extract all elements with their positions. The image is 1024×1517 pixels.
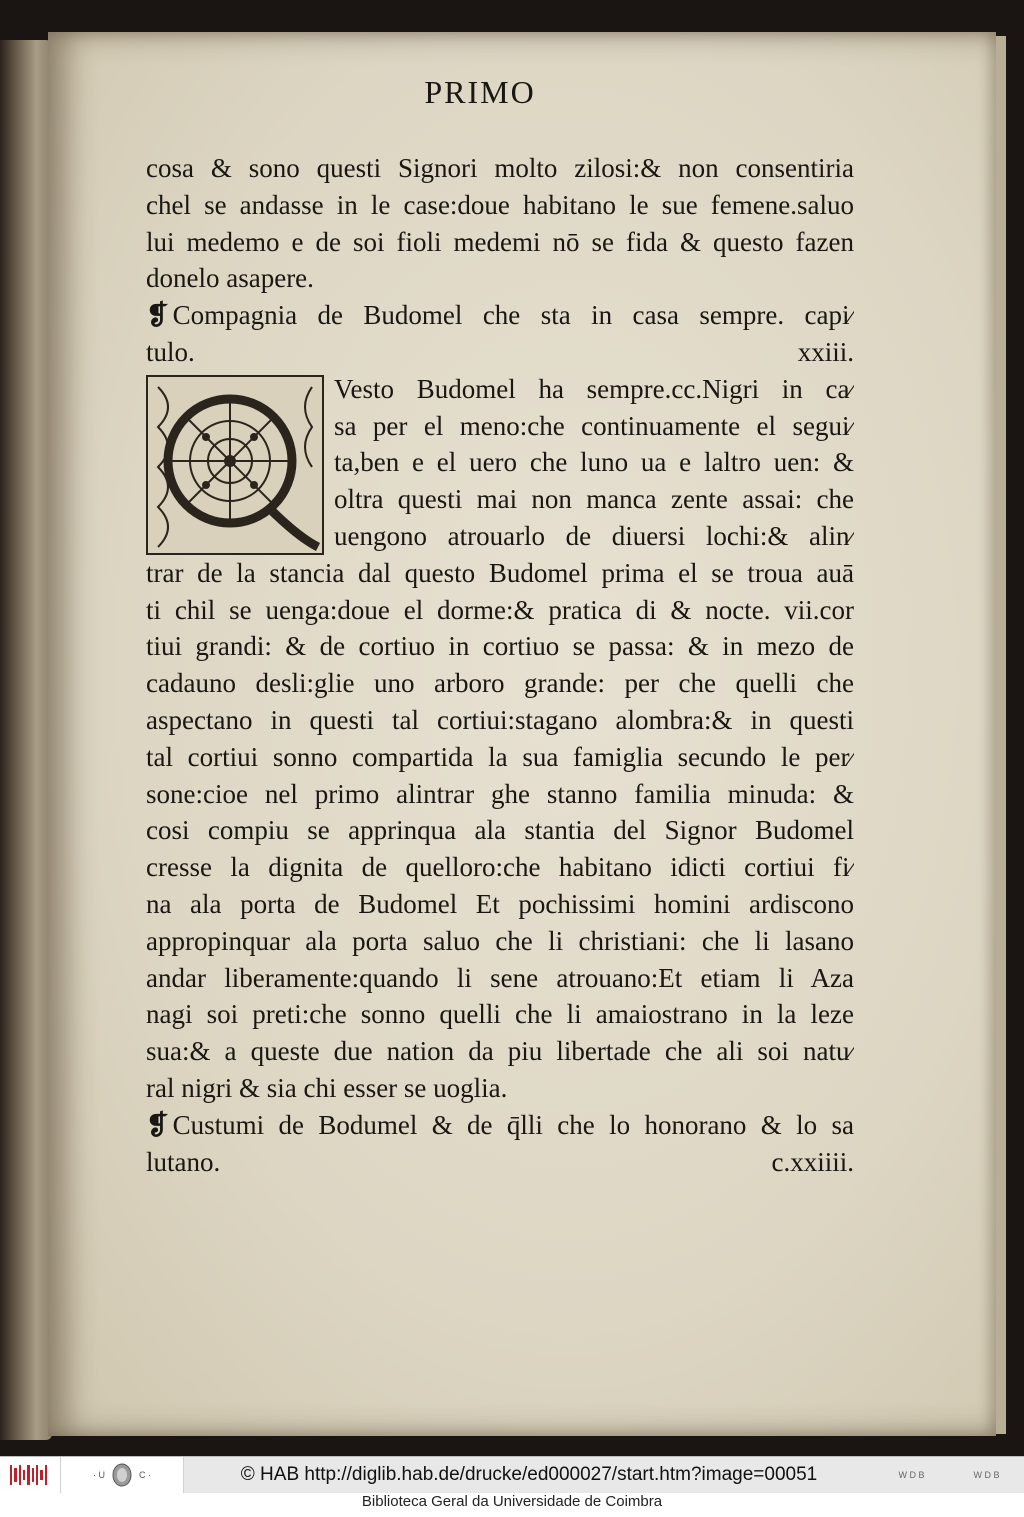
chapter-heading-24-text: Custumi de Bodumel & de q̄lli che lo honorano & lo sa	[172, 1109, 854, 1140]
text-line: chel se andasse in le case:doue habitano le sue femene.saluo	[146, 189, 854, 220]
decorated-initial-q	[146, 375, 324, 555]
text-line: trar de la stancia dal questo Budomel prima el se troua auā	[146, 557, 854, 588]
body-paragraph	[146, 555, 854, 1107]
hab-barcode-logo-icon	[8, 1462, 52, 1488]
running-head: PRIMO	[424, 74, 536, 110]
chapter-number-24: c.xxiiii.	[771, 1146, 854, 1177]
chapter-heading-23	[146, 297, 854, 334]
seal-right-text: C ·	[139, 1470, 151, 1480]
text-line: ta,ben e el uero che luno ua e laltro uen: &	[334, 447, 854, 478]
text-line: cadauno desli:glie uno arboro grande: per che quelli che	[146, 668, 854, 699]
pilcrow-mark: ❡	[146, 1109, 169, 1141]
text-block	[146, 150, 854, 1180]
text-line: oltra questi mai non manca zente assai: che	[334, 484, 854, 515]
text-line: lui medemo e de soi fioli medemi nō se fida & questo fazen	[146, 226, 854, 257]
facing-page-edge	[0, 40, 52, 1440]
page-fore-edge	[996, 36, 1006, 1434]
seal-emblem-icon	[111, 1463, 133, 1487]
text-line: tiui grandi: & de cortiuo in cortiuo se passa: & in mezo de	[146, 631, 854, 662]
paragraph-1	[146, 150, 854, 297]
text-line: Vesto Budomel ha sempre.cc.Nigri in ca⁄	[334, 373, 854, 404]
pilcrow-mark: ❡	[146, 300, 169, 332]
footer-mark-1: W D B	[898, 1470, 925, 1480]
text-line: aspectano in questi tal cortiui:stagano alombra:& in questi	[146, 704, 854, 735]
chapter-heading-24-word: lutano.	[146, 1146, 221, 1177]
text-line: cresse la dignita de quelloro:che habitano idicti cortiui fi⁄	[146, 852, 854, 883]
text-line: andar liberamente:quando li sene atrouano:Et etiam li Aza	[146, 962, 854, 993]
text-line: sa per el meno:che continuamente el segui⁄	[334, 410, 854, 441]
initial-paragraph-lines	[334, 371, 854, 555]
library-seal	[61, 1457, 184, 1493]
chapter-heading-24-line-2	[146, 1144, 854, 1181]
text-line: cosa & sono questi Signori molto zilosi:& non consentiria	[146, 153, 854, 183]
text-line: tal cortiui sonno compartida la sua famiglia secundo le per⁄	[146, 741, 854, 772]
chapter-heading-23-word: tulo.	[146, 336, 195, 367]
text-line: cosi compiu se apprinqua ala stantia del Signor Budomel	[146, 815, 854, 846]
text-line: ti chil se uenga:doue el dorme:& pratica di & nocte. vii.cor	[146, 594, 854, 625]
text-line: appropinquar ala porta saluo che li christiani: che li lasano	[146, 925, 854, 956]
text-line: ral nigri & sia chi esser se uoglia.	[146, 1072, 508, 1103]
text-line: na ala porta de Budomel Et pochissimi homini ardiscono	[146, 888, 854, 919]
hab-logo[interactable]	[0, 1457, 61, 1493]
viewer-footer-bar	[0, 1456, 1024, 1493]
text-line: sua:& a queste due nation da piu libertade che ali soi natu⁄	[146, 1036, 854, 1067]
footer-marks	[874, 1470, 1024, 1480]
library-credit: Biblioteca Geral da Universidade de Coimbra	[361, 1493, 663, 1510]
text-line: sone:cioe nel primo alintrar ghe stanno familia minuda: &	[146, 778, 854, 809]
copyright-url[interactable]: © HAB http://diglib.hab.de/drucke/ed000027/start.htm?image=00051	[240, 1464, 818, 1485]
chapter-heading-23-line-2	[146, 334, 854, 371]
chapter-number-23: xxiii.	[797, 336, 854, 367]
footer-mark-2: W D B	[973, 1470, 1000, 1480]
seal-left-text: · U	[93, 1470, 105, 1480]
text-line: nagi soi preti:che sonno quelli che li amaiostrano in la leze	[146, 999, 854, 1030]
woodcut-initial-icon	[148, 377, 322, 553]
text-line: uengono atrouarlo de diuersi lochi:& alin⁄	[334, 520, 854, 551]
chapter-heading-23-text: Compagnia de Budomel che sta in casa sempre. capi⁄	[172, 300, 854, 331]
chapter-heading-24	[146, 1107, 854, 1144]
text-line: donelo asapere.	[146, 263, 314, 294]
initial-paragraph	[146, 371, 854, 555]
